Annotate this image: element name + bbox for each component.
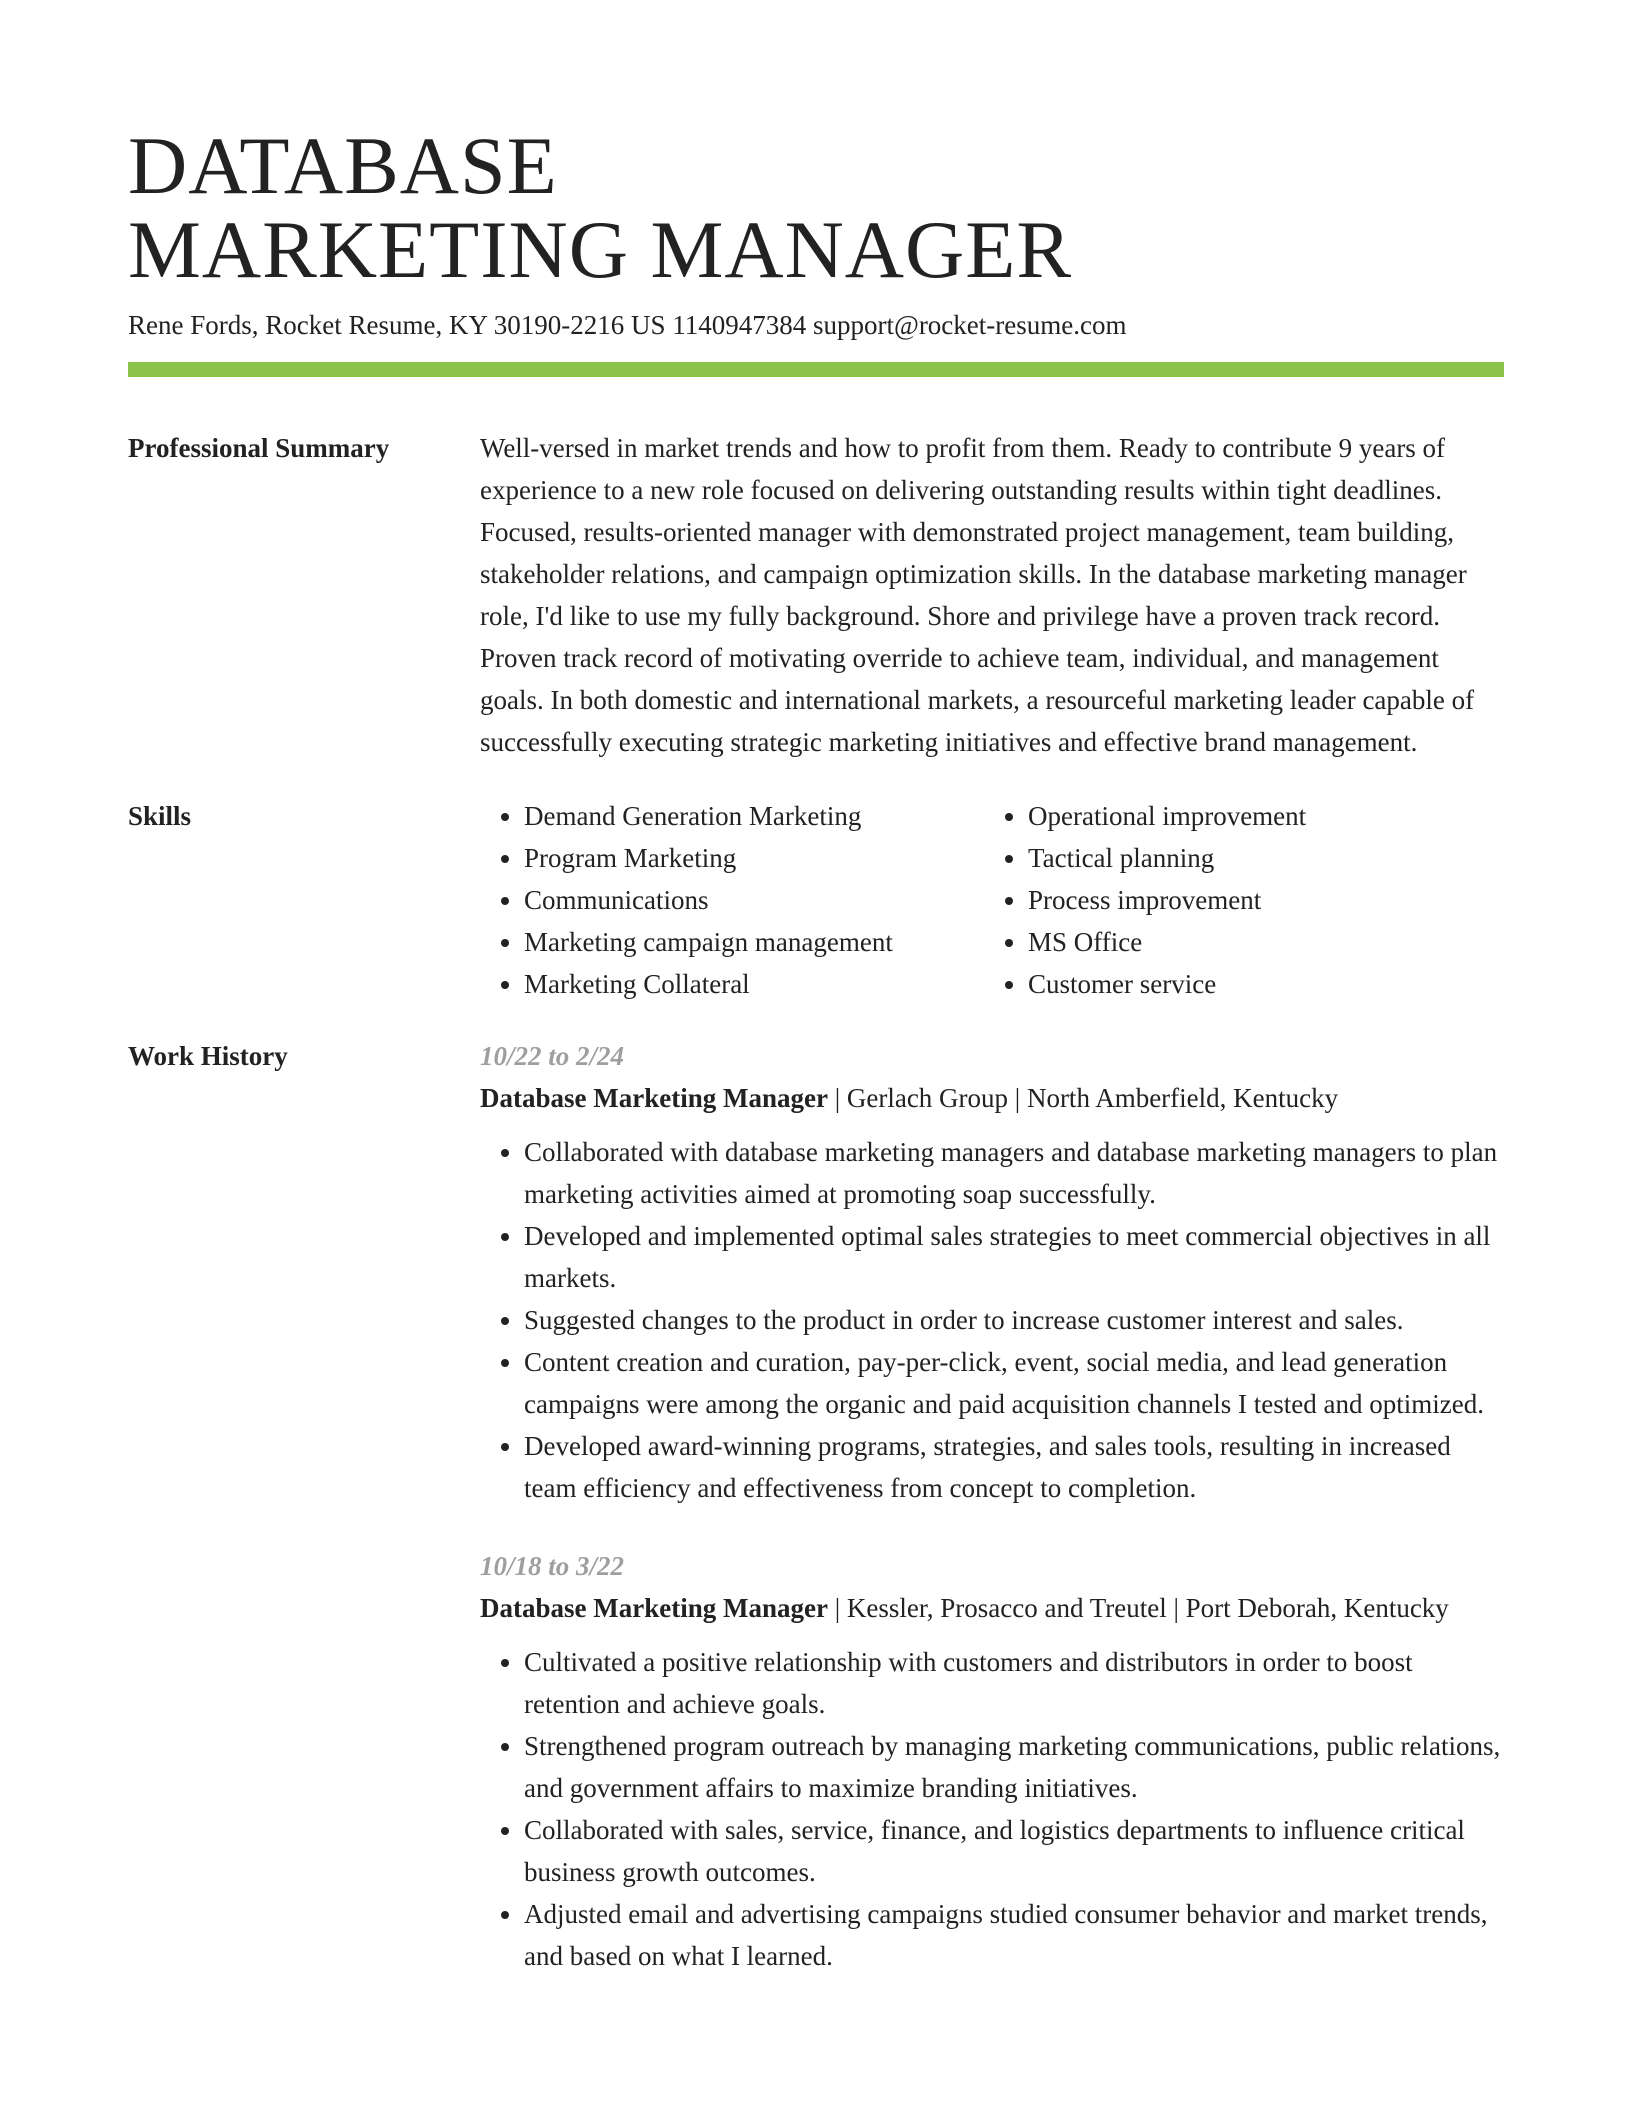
- job-bullet: • Adjusted email and advertising campaigns studied consumer behavior and market trends, and based on what I learned.: [524, 1893, 1504, 1977]
- skill-item: • Tactical planning: [1028, 837, 1306, 879]
- job-bullets: [480, 1641, 1504, 1977]
- job-entry: [480, 1035, 1504, 1509]
- job-title: Database Marketing Manager: [480, 1593, 828, 1623]
- job-heading: [480, 1077, 1504, 1119]
- skills-column-1: [480, 795, 984, 1005]
- job-heading: [480, 1587, 1504, 1629]
- job-bullet: • Cultivated a positive relationship with customers and distributors in order to boost retention and achieve goals.: [524, 1641, 1504, 1725]
- work-history-section: [128, 1035, 1504, 1977]
- skills-section: [128, 795, 1504, 1005]
- skill-item: • Customer service: [1028, 963, 1306, 1005]
- job-bullet: • Suggested changes to the product in order to increase customer interest and sales.: [524, 1299, 1504, 1341]
- job-details: | Gerlach Group | North Amberfield, Kentucky: [827, 1083, 1339, 1113]
- resume-page: [128, 120, 1504, 1977]
- skill-item: • Communications: [524, 879, 984, 921]
- job-bullet: • Developed and implemented optimal sales strategies to meet commercial objectives in all markets.: [524, 1215, 1504, 1299]
- resume-title: [128, 120, 1504, 295]
- title-line-1: DATABASE: [128, 120, 558, 211]
- work-history-label: Work History: [128, 1041, 288, 1071]
- job-bullet: • Strengthened program outreach by managing marketing communications, public relations, and government affairs to maximize branding initiatives.: [524, 1725, 1504, 1809]
- job-dates: 10/18 to 3/22: [480, 1551, 625, 1581]
- job-bullet: • Collaborated with database marketing managers and database marketing managers to plan marketing activities aimed at promoting soap successfully.: [524, 1131, 1504, 1215]
- skills-column-2: [984, 795, 1306, 1005]
- summary-section: [128, 427, 1504, 763]
- skill-item: • Demand Generation Marketing: [524, 795, 984, 837]
- skill-item: • MS Office: [1028, 921, 1306, 963]
- job-details: | Kessler, Prosacco and Treutel | Port Deborah, Kentucky: [827, 1593, 1449, 1623]
- skill-item: • Operational improvement: [1028, 795, 1306, 837]
- job-bullet: • Developed award-winning programs, strategies, and sales tools, resulting in increased team efficiency and effectiveness from concept to completion.: [524, 1425, 1504, 1509]
- job-bullet: • Content creation and curation, pay-per-click, event, social media, and lead generation campaigns were among the organic and paid acquisition channels I tested and optimized.: [524, 1341, 1504, 1425]
- skill-item: • Program Marketing: [524, 837, 984, 879]
- summary-label: Professional Summary: [128, 433, 390, 463]
- skill-item: • Marketing campaign management: [524, 921, 984, 963]
- job-dates: 10/22 to 2/24: [480, 1041, 625, 1071]
- job-bullets: [480, 1131, 1504, 1509]
- accent-divider: [128, 362, 1504, 377]
- title-line-2: MARKETING MANAGER: [128, 204, 1073, 295]
- skills-list: [480, 795, 1504, 1005]
- skills-label: Skills: [128, 801, 192, 831]
- job-entry: [480, 1545, 1504, 1977]
- skill-item: • Marketing Collateral: [524, 963, 984, 1005]
- contact-info: Rene Fords, Rocket Resume, KY 30190-2216 US 1140947384 support@rocket-resume.com: [128, 310, 1127, 340]
- job-bullet: • Collaborated with sales, service, finance, and logistics departments to influence critical business growth outcomes.: [524, 1809, 1504, 1893]
- summary-text: Well-versed in market trends and how to profit from them. Ready to contribute 9 years of experience to a new role focused on delivering outstanding results within tight deadlines. Focused, results-oriented manager with demonstrated project management, team building, stakeholder relations, and campaign optimization skills. In the database marketing manager role, I'd like to use my fully background. Shore and privilege have a proven track record. Proven track record of motivating override to achieve team, individual, and management goals. In both domestic and international markets, a resourceful marketing leader capable of successfully executing strategic marketing initiatives and effective brand management.: [480, 433, 1475, 757]
- work-history-body: [480, 1035, 1504, 1977]
- job-title: Database Marketing Manager: [480, 1083, 828, 1113]
- skill-item: • Process improvement: [1028, 879, 1306, 921]
